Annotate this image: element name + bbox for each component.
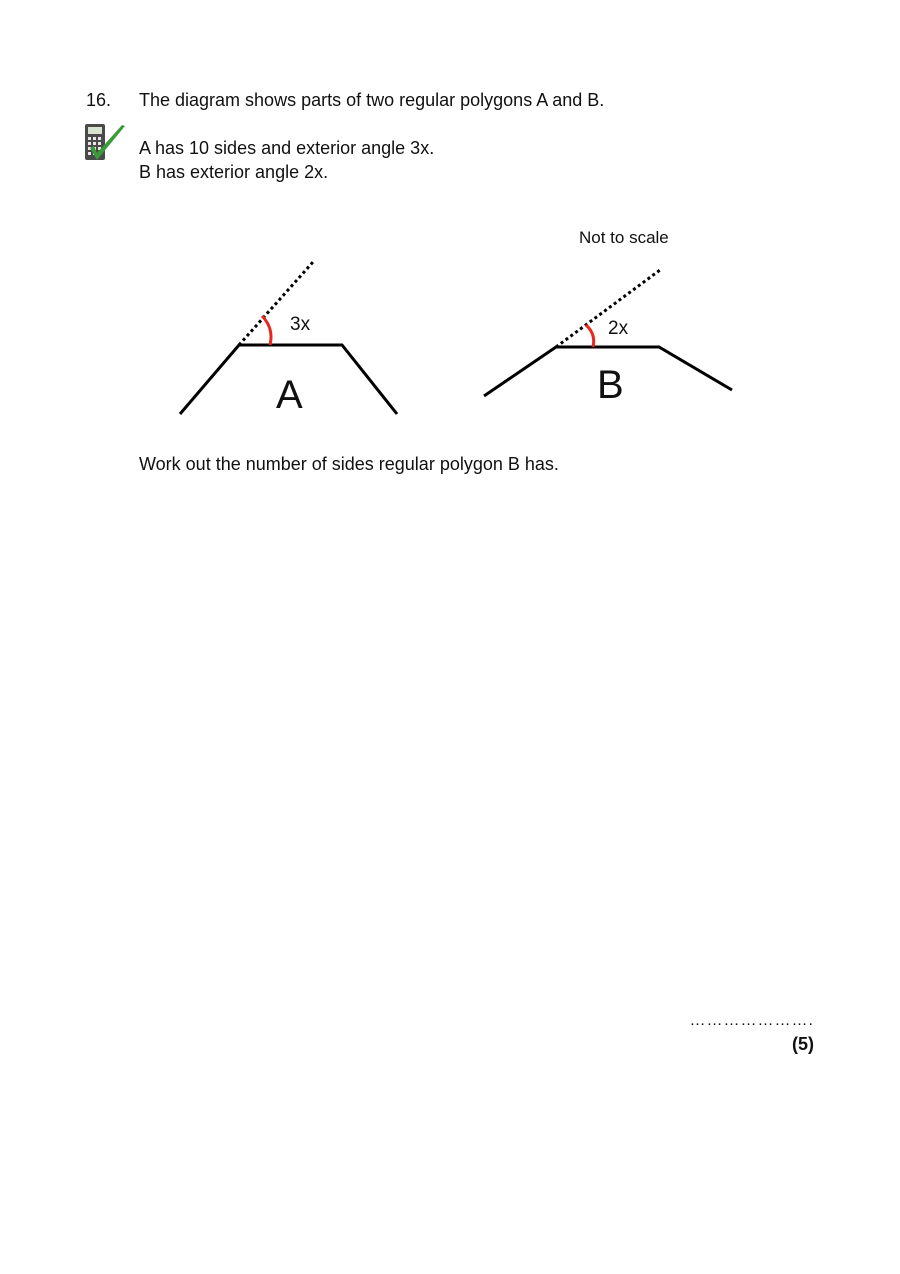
polygon-b	[484, 270, 732, 407]
not-to-scale-note: Not to scale	[579, 228, 669, 247]
polygon-a	[180, 262, 397, 417]
polygon-b-angle-arc	[586, 325, 594, 347]
polygon-b-angle-label: 2x	[608, 318, 629, 339]
polygon-b-label: B	[597, 363, 624, 407]
polygon-a-angle-label: 3x	[290, 314, 311, 335]
polygon-a-info: A has 10 sides and exterior angle 3x.	[139, 138, 435, 158]
polygon-a-label: A	[276, 373, 303, 417]
calculator-allowed-icon	[82, 122, 128, 166]
question-number: 16.	[86, 90, 112, 110]
question-task: Work out the number of sides regular polygon B has.	[139, 454, 559, 474]
question-intro: The diagram shows parts of two regular polygons A and B.	[139, 90, 605, 110]
polygons-diagram	[150, 220, 770, 430]
marks-available: (5)	[792, 1034, 814, 1054]
polygon-a-angle-arc	[262, 316, 271, 345]
polygon-b-info: B has exterior angle 2x.	[139, 162, 329, 182]
answer-line[interactable]: ………………….	[689, 1012, 814, 1029]
